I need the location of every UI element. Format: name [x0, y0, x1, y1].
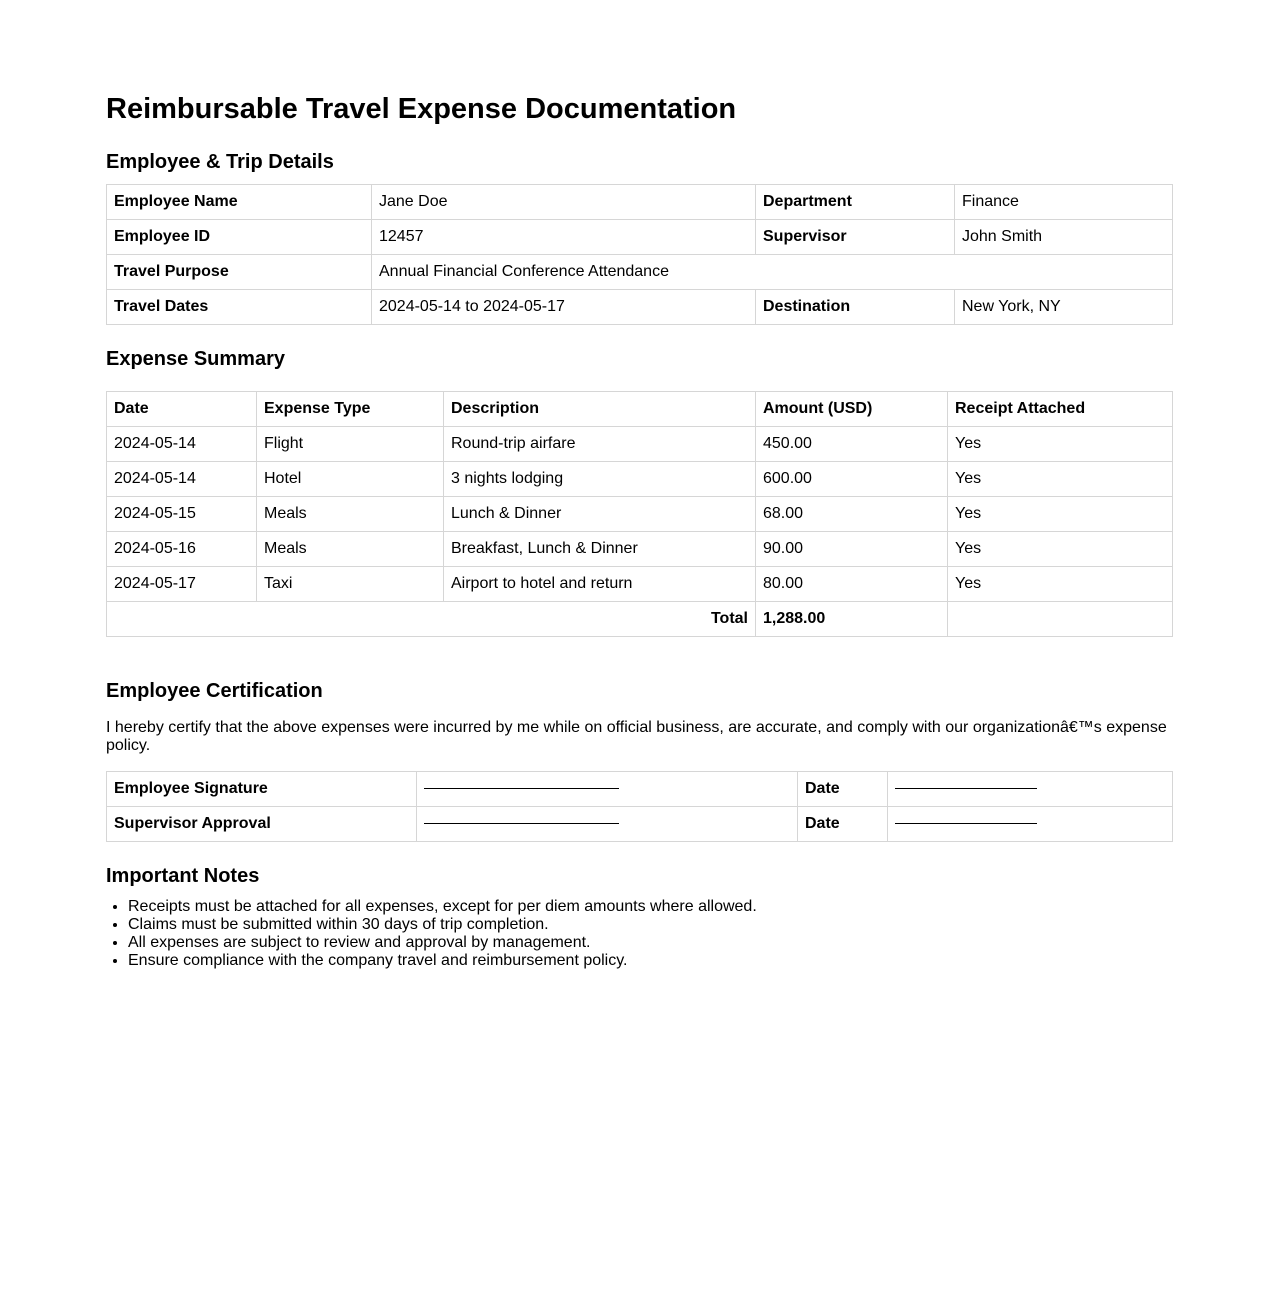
trip-row-id [107, 220, 1173, 255]
expense-receipt-cell: Yes [948, 567, 1173, 602]
column-header-receipt: Receipt Attached [948, 392, 1173, 427]
column-header-expense-type: Expense Type [257, 392, 444, 427]
date-line [895, 823, 1037, 824]
expense-date-cell: 2024-05-16 [107, 532, 257, 567]
department-label: Department [756, 185, 955, 220]
travel-dates-label: Travel Dates [107, 290, 372, 325]
column-header-amount: Amount (USD) [756, 392, 948, 427]
total-row [107, 602, 1173, 637]
certification-text: I hereby certify that the above expenses were incurred by me while on official business, are accurate, and comply with our organizationâ€™s expense policy. [106, 719, 1167, 754]
expense-amount-cell: 68.00 [756, 497, 948, 532]
expense-summary-heading: Expense Summary [106, 348, 285, 370]
supervisor-date-field[interactable] [888, 807, 1173, 842]
expense-description-cell: Airport to hotel and return [444, 567, 756, 602]
trip-details-table [106, 184, 1173, 325]
expense-date-cell: 2024-05-17 [107, 567, 257, 602]
document-title: Reimbursable Travel Expense Documentation [106, 93, 737, 125]
supervisor-date-label: Date [798, 807, 888, 842]
notes-heading: Important Notes [106, 865, 260, 887]
expense-type-cell: Meals [257, 532, 444, 567]
expense-description-cell: Lunch & Dinner [444, 497, 756, 532]
department-value: Finance [955, 185, 1173, 220]
expense-type-cell: Hotel [257, 462, 444, 497]
expense-receipt-cell: Yes [948, 532, 1173, 567]
trip-row-dates [107, 290, 1173, 325]
employee-id-label: Employee ID [107, 220, 372, 255]
expense-receipt-cell: Yes [948, 427, 1173, 462]
supervisor-signature-field[interactable] [417, 807, 798, 842]
date-line [895, 788, 1037, 789]
expense-receipt-cell: Yes [948, 462, 1173, 497]
destination-value: New York, NY [955, 290, 1173, 325]
signature-line [424, 823, 619, 824]
expense-description-cell: Round-trip airfare [444, 427, 756, 462]
travel-purpose-label: Travel Purpose [107, 255, 372, 290]
total-empty-cell [948, 602, 1173, 637]
expense-description-cell: Breakfast, Lunch & Dinner [444, 532, 756, 567]
trip-details-heading: Employee & Trip Details [106, 151, 334, 173]
employee-signature-field[interactable] [417, 772, 798, 807]
expense-amount-cell: 90.00 [756, 532, 948, 567]
employee-date-field[interactable] [888, 772, 1173, 807]
list-item: • Claims must be submitted within 30 days of trip completion. [128, 916, 1172, 934]
employee-name-label: Employee Name [107, 185, 372, 220]
expense-type-cell: Meals [257, 497, 444, 532]
supervisor-approval-row [107, 807, 1173, 842]
expense-header-row [107, 392, 1173, 427]
employee-signature-row [107, 772, 1173, 807]
total-label: Total [107, 602, 756, 637]
list-item: • Receipts must be attached for all expenses, except for per diem amounts where allowed. [128, 898, 1172, 916]
certification-heading: Employee Certification [106, 680, 323, 702]
expense-table [106, 391, 1173, 637]
supervisor-value: John Smith [955, 220, 1173, 255]
document-page [106, 0, 1172, 970]
expense-receipt-cell: Yes [948, 497, 1173, 532]
expense-date-cell: 2024-05-14 [107, 427, 257, 462]
signature-line [424, 788, 619, 789]
expense-amount-cell: 600.00 [756, 462, 948, 497]
table-row [107, 427, 1173, 462]
table-row [107, 462, 1173, 497]
column-header-date: Date [107, 392, 257, 427]
supervisor-approval-label: Supervisor Approval [107, 807, 417, 842]
table-row [107, 497, 1173, 532]
list-item: • All expenses are subject to review and approval by management. [128, 934, 1172, 952]
expense-type-cell: Flight [257, 427, 444, 462]
trip-row-purpose [107, 255, 1173, 290]
expense-date-cell: 2024-05-15 [107, 497, 257, 532]
travel-purpose-value: Annual Financial Conference Attendance [372, 255, 1173, 290]
travel-dates-value: 2024-05-14 to 2024-05-17 [372, 290, 756, 325]
list-item: • Ensure compliance with the company travel and reimbursement policy. [128, 952, 1172, 970]
employee-date-label: Date [798, 772, 888, 807]
table-row [107, 532, 1173, 567]
destination-label: Destination [756, 290, 955, 325]
trip-row-employee [107, 185, 1173, 220]
expense-amount-cell: 80.00 [756, 567, 948, 602]
expense-description-cell: 3 nights lodging [444, 462, 756, 497]
expense-type-cell: Taxi [257, 567, 444, 602]
signature-table [106, 771, 1173, 842]
total-amount: 1,288.00 [756, 602, 948, 637]
employee-id-value: 12457 [372, 220, 756, 255]
expense-amount-cell: 450.00 [756, 427, 948, 462]
supervisor-label: Supervisor [756, 220, 955, 255]
column-header-description: Description [444, 392, 756, 427]
notes-list [106, 898, 1172, 970]
employee-name-value: Jane Doe [372, 185, 756, 220]
expense-date-cell: 2024-05-14 [107, 462, 257, 497]
table-row [107, 567, 1173, 602]
employee-signature-label: Employee Signature [107, 772, 417, 807]
